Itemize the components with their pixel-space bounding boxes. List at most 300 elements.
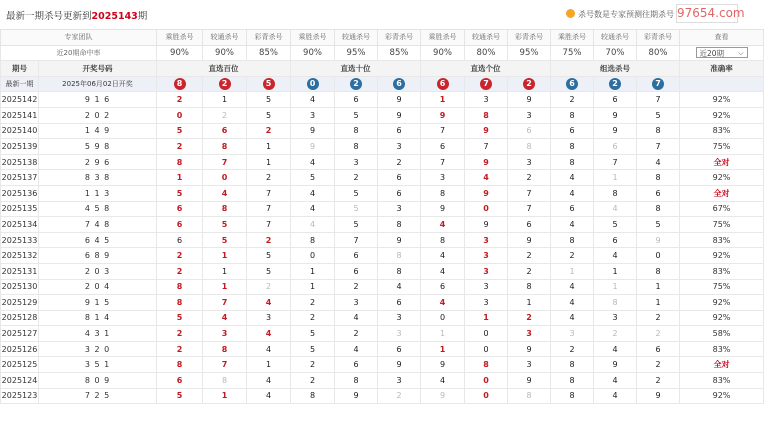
kill-number: 3 — [353, 297, 359, 307]
kill-cell — [203, 107, 247, 123]
kill-cell — [637, 310, 680, 326]
kill-number: 4 — [309, 157, 316, 167]
expert-row — [1, 30, 764, 46]
kill-number: 7 — [221, 297, 228, 307]
kill-number: 3 — [483, 266, 489, 276]
column-header-row — [1, 61, 764, 77]
kill-cell — [378, 139, 421, 155]
kill-number: 8 — [612, 188, 618, 198]
hit-rate: 95% — [508, 45, 551, 61]
kill-number: 4 — [396, 282, 402, 292]
kill-number: 2 — [265, 126, 272, 136]
kill-cell — [157, 326, 203, 342]
kill-number: 9 — [483, 219, 489, 229]
kill-cell — [551, 263, 594, 279]
kill-number: 5 — [176, 126, 183, 136]
accuracy-value: 92% — [680, 170, 764, 186]
kill-number: 5 — [353, 110, 359, 120]
top-bar — [0, 0, 745, 28]
kill-number: 6 — [176, 235, 183, 245]
kill-cell — [335, 217, 378, 233]
kill-cell — [594, 295, 637, 311]
kill-number: 2 — [221, 110, 228, 120]
kill-cell — [508, 248, 551, 264]
latest-accuracy — [680, 76, 764, 92]
draw-numbers: 4 5 8 — [39, 201, 157, 217]
kill-number: 2 — [526, 313, 532, 323]
kill-cell — [637, 357, 680, 373]
kill-number: 2 — [353, 282, 359, 292]
kill-ball: 2 — [219, 78, 231, 90]
kill-number: 9 — [483, 188, 489, 198]
kill-cell — [421, 170, 465, 186]
kill-cell — [378, 341, 421, 357]
accuracy-value: 67% — [680, 201, 764, 217]
kill-number: 8 — [569, 391, 575, 401]
kill-cell — [203, 310, 247, 326]
kill-cell — [247, 263, 291, 279]
kill-number: 3 — [612, 313, 618, 323]
kill-number: 4 — [309, 204, 316, 214]
issue-number: 2025126 — [1, 341, 39, 357]
accuracy-value: 75% — [680, 217, 764, 233]
kill-cell — [247, 279, 291, 295]
kill-number: 3 — [265, 313, 272, 323]
kill-cell — [637, 185, 680, 201]
kill-number: 3 — [396, 313, 402, 323]
kill-number: 9 — [309, 141, 316, 151]
kill-cell — [508, 170, 551, 186]
kill-cell — [247, 295, 291, 311]
kill-cell — [247, 341, 291, 357]
kill-ball: 8 — [174, 78, 186, 90]
kill-cell — [421, 310, 465, 326]
draw-numbers: 9 1 5 — [39, 295, 157, 311]
kill-number: 9 — [439, 204, 446, 214]
kill-number: 1 — [612, 173, 618, 183]
kill-number: 5 — [265, 110, 272, 120]
kill-ball: 7 — [652, 78, 664, 90]
kill-number: 1 — [221, 282, 228, 292]
history-row — [1, 310, 764, 326]
accuracy-value: 83% — [680, 341, 764, 357]
kill-cell — [335, 123, 378, 139]
draw-numbers: 8 0 9 — [39, 373, 157, 389]
kill-cell — [637, 279, 680, 295]
accuracy-value: 92% — [680, 107, 764, 123]
kill-cell — [335, 232, 378, 248]
column-header-issue: 期号 — [1, 61, 39, 77]
kill-cell — [508, 373, 551, 389]
kill-number: 2 — [612, 329, 618, 339]
kill-cell — [291, 139, 335, 155]
kill-cell — [335, 170, 378, 186]
latest-update-prefix: 最新一期杀号更新到 — [6, 11, 92, 22]
kill-cell — [378, 248, 421, 264]
kill-cell — [594, 279, 637, 295]
kill-number: 2 — [655, 375, 661, 385]
kill-cell — [465, 357, 508, 373]
kill-number: 8 — [396, 251, 402, 261]
kill-number: 1 — [221, 95, 228, 105]
kill-cell — [465, 154, 508, 170]
kill-cell — [335, 107, 378, 123]
kill-number: 2 — [526, 266, 532, 276]
kill-cell — [508, 201, 551, 217]
hit-rate-label: 近20期命中率 — [1, 45, 157, 61]
kill-number: 0 — [221, 173, 228, 183]
kill-cell — [508, 263, 551, 279]
kill-cell — [421, 341, 465, 357]
kill-number: 6 — [396, 126, 402, 136]
expert-name: 较通杀号 — [203, 30, 247, 46]
kill-number: 4 — [221, 313, 228, 323]
kill-cell — [594, 326, 637, 342]
kill-number: 6 — [439, 141, 446, 151]
issue-number: 2025138 — [1, 154, 39, 170]
kill-number: 6 — [353, 95, 359, 105]
history-row — [1, 123, 764, 139]
kill-number: 1 — [612, 266, 618, 276]
kill-cell — [421, 232, 465, 248]
kill-cell — [421, 295, 465, 311]
kill-number: 1 — [309, 282, 316, 292]
kill-cell — [378, 217, 421, 233]
issue-number: 2025139 — [1, 139, 39, 155]
kill-cell — [508, 232, 551, 248]
draw-numbers: 9 1 6 — [39, 92, 157, 108]
draw-numbers: 7 2 5 — [39, 388, 157, 404]
kill-number: 0 — [483, 391, 489, 401]
kill-cell — [203, 326, 247, 342]
history-row — [1, 373, 764, 389]
kill-number: 2 — [265, 235, 272, 245]
kill-cell — [508, 357, 551, 373]
kill-number: 4 — [569, 188, 575, 198]
kill-number: 2 — [569, 95, 575, 105]
kill-number: 4 — [569, 219, 575, 229]
kill-cell — [157, 248, 203, 264]
history-row — [1, 201, 764, 217]
kill-number: 4 — [309, 188, 316, 198]
kill-number: 7 — [265, 219, 272, 229]
kill-cell — [157, 295, 203, 311]
kill-number: 2 — [309, 313, 316, 323]
kill-number: 8 — [655, 126, 661, 136]
hit-rate: 70% — [594, 45, 637, 61]
kill-cell — [247, 185, 291, 201]
kill-number: 8 — [176, 157, 183, 167]
kill-number: 6 — [396, 173, 402, 183]
kill-cell — [465, 326, 508, 342]
expert-name: 较通杀号 — [335, 30, 378, 46]
kill-number: 0 — [483, 204, 489, 214]
kill-number: 6 — [526, 219, 532, 229]
column-header-group: 组选杀号 — [551, 61, 680, 77]
kill-number: 1 — [309, 266, 316, 276]
kill-cell — [291, 123, 335, 139]
kill-cell — [247, 170, 291, 186]
accuracy-value: 75% — [680, 279, 764, 295]
kill-number: 5 — [309, 173, 316, 183]
kill-cell — [421, 248, 465, 264]
kill-cell — [637, 326, 680, 342]
kill-cell — [465, 123, 508, 139]
kill-number: 9 — [655, 235, 661, 245]
kill-number: 7 — [612, 157, 618, 167]
kill-number: 4 — [439, 219, 446, 229]
kill-number: 8 — [569, 141, 575, 151]
kill-cell — [291, 201, 335, 217]
kill-cell — [335, 248, 378, 264]
accuracy-value: 92% — [680, 248, 764, 264]
history-row — [1, 154, 764, 170]
kill-cell — [465, 107, 508, 123]
kill-cell — [594, 217, 637, 233]
kill-cell — [465, 388, 508, 404]
kill-number: 2 — [655, 313, 661, 323]
kill-number: 2 — [176, 251, 183, 261]
kill-cell — [378, 295, 421, 311]
history-row — [1, 341, 764, 357]
kill-cell — [203, 279, 247, 295]
kill-cell — [508, 139, 551, 155]
kill-number: 2 — [526, 173, 532, 183]
kill-cell — [247, 326, 291, 342]
kill-number: 2 — [176, 95, 183, 105]
draw-numbers: 8 3 8 — [39, 170, 157, 186]
kill-number: 6 — [396, 297, 402, 307]
hit-rate: 80% — [465, 45, 508, 61]
issue-number: 2025123 — [1, 388, 39, 404]
kill-cell — [594, 357, 637, 373]
accuracy-value: 58% — [680, 326, 764, 342]
kill-cell — [203, 201, 247, 217]
kill-number: 9 — [439, 110, 446, 120]
kill-number: 8 — [309, 235, 316, 245]
kill-number: 8 — [221, 141, 228, 151]
kill-cell — [291, 92, 335, 108]
kill-number: 5 — [265, 95, 272, 105]
kill-cell — [335, 154, 378, 170]
kill-number: 3 — [483, 235, 489, 245]
kill-number: 4 — [309, 95, 316, 105]
expert-name: 较通杀号 — [594, 30, 637, 46]
kill-cell — [335, 373, 378, 389]
kill-number: 0 — [483, 344, 489, 354]
kill-cell — [157, 154, 203, 170]
kill-cell — [421, 92, 465, 108]
kill-cell — [157, 310, 203, 326]
kill-number: 7 — [265, 188, 272, 198]
kill-cell — [594, 139, 637, 155]
kill-cell — [465, 295, 508, 311]
kill-number: 8 — [353, 375, 359, 385]
kill-cell — [157, 357, 203, 373]
kill-cell — [551, 92, 594, 108]
expert-name: 乘胜杀号 — [421, 30, 465, 46]
kill-ball: 6 — [437, 78, 449, 90]
accuracy-value: 全对 — [680, 154, 764, 170]
kill-cell — [247, 232, 291, 248]
hit-rate: 80% — [637, 45, 680, 61]
kill-number: 2 — [655, 360, 661, 370]
kill-number: 4 — [439, 375, 446, 385]
issue-number: 2025140 — [1, 123, 39, 139]
kill-cell — [378, 232, 421, 248]
issue-number: 2025131 — [1, 263, 39, 279]
issue-number: 2025128 — [1, 310, 39, 326]
latest-ball-cell — [247, 76, 291, 92]
hit-rate: 85% — [378, 45, 421, 61]
kill-number: 4 — [353, 344, 359, 354]
kill-cell — [335, 279, 378, 295]
kill-cell — [465, 248, 508, 264]
kill-number-table — [0, 29, 764, 404]
kill-number: 4 — [612, 344, 618, 354]
kill-number: 9 — [309, 126, 316, 136]
accuracy-value: 92% — [680, 295, 764, 311]
chevron-down-icon: ⌵ — [738, 48, 744, 57]
kill-cell — [335, 92, 378, 108]
kill-number: 3 — [396, 375, 402, 385]
accuracy-value: 92% — [680, 92, 764, 108]
kill-number: 6 — [526, 126, 532, 136]
kill-cell — [508, 295, 551, 311]
kill-number: 9 — [439, 360, 446, 370]
kill-number: 5 — [221, 219, 228, 229]
kill-cell — [203, 388, 247, 404]
kill-number: 4 — [353, 313, 359, 323]
kill-cell — [594, 263, 637, 279]
kill-number: 8 — [569, 157, 575, 167]
history-row — [1, 279, 764, 295]
kill-number: 5 — [353, 219, 359, 229]
kill-number: 6 — [612, 141, 618, 151]
kill-number: 4 — [439, 266, 446, 276]
history-row — [1, 185, 764, 201]
draw-numbers: 6 4 5 — [39, 232, 157, 248]
column-header-accuracy: 准确率 — [680, 61, 764, 77]
kill-cell — [247, 201, 291, 217]
issue-number: 2025130 — [1, 279, 39, 295]
kill-ball: 6 — [393, 78, 405, 90]
kill-cell — [378, 201, 421, 217]
hit-rate: 75% — [551, 45, 594, 61]
kill-cell — [203, 341, 247, 357]
kill-cell — [157, 388, 203, 404]
expert-name: 彩青杀号 — [637, 30, 680, 46]
column-header-tens: 直选十位 — [291, 61, 421, 77]
kill-number: 5 — [655, 219, 661, 229]
kill-cell — [335, 201, 378, 217]
kill-cell — [637, 201, 680, 217]
kill-number: 6 — [176, 375, 183, 385]
kill-cell — [335, 388, 378, 404]
kill-cell — [291, 217, 335, 233]
kill-cell — [291, 295, 335, 311]
kill-number: 9 — [655, 391, 661, 401]
kill-cell — [465, 92, 508, 108]
kill-number: 7 — [221, 360, 228, 370]
draw-numbers: 4 3 1 — [39, 326, 157, 342]
kill-number: 4 — [655, 157, 661, 167]
kill-cell — [247, 217, 291, 233]
issue-number: 2025142 — [1, 92, 39, 108]
expert-name: 乘胜杀号 — [291, 30, 335, 46]
history-row — [1, 295, 764, 311]
history-row — [1, 357, 764, 373]
kill-number: 1 — [439, 95, 446, 105]
kill-number: 7 — [353, 235, 359, 245]
history-row — [1, 248, 764, 264]
kill-number: 8 — [439, 188, 446, 198]
kill-cell — [157, 185, 203, 201]
kill-number: 7 — [221, 157, 228, 167]
kill-number: 8 — [353, 126, 359, 136]
kill-number: 4 — [612, 375, 618, 385]
kill-cell — [508, 388, 551, 404]
kill-number: 8 — [655, 204, 661, 214]
column-header-units: 直选个位 — [421, 61, 551, 77]
kill-cell — [637, 170, 680, 186]
kill-number: 8 — [176, 282, 183, 292]
period-select-value: 近20期 — [699, 48, 725, 58]
kill-number: 8 — [221, 204, 228, 214]
kill-cell — [378, 388, 421, 404]
kill-cell — [637, 248, 680, 264]
kill-number: 8 — [396, 266, 402, 276]
kill-cell — [465, 170, 508, 186]
kill-cell — [594, 92, 637, 108]
kill-cell — [421, 123, 465, 139]
kill-cell — [203, 295, 247, 311]
kill-cell — [378, 357, 421, 373]
history-row — [1, 107, 764, 123]
kill-cell — [551, 170, 594, 186]
kill-number: 5 — [612, 219, 618, 229]
kill-number: 4 — [265, 344, 272, 354]
kill-number: 8 — [221, 375, 228, 385]
kill-number: 0 — [176, 110, 183, 120]
kill-cell — [421, 279, 465, 295]
issue-number: 2025136 — [1, 185, 39, 201]
kill-cell — [421, 185, 465, 201]
kill-number: 6 — [221, 126, 228, 136]
kill-cell — [637, 232, 680, 248]
kill-cell — [465, 263, 508, 279]
kill-number: 4 — [612, 251, 618, 261]
latest-ball-cell — [291, 76, 335, 92]
kill-number: 2 — [176, 141, 183, 151]
kill-cell — [508, 341, 551, 357]
draw-numbers: 5 9 8 — [39, 139, 157, 155]
kill-cell — [157, 217, 203, 233]
kill-cell — [508, 185, 551, 201]
kill-number: 6 — [353, 251, 359, 261]
period-select[interactable] — [696, 47, 748, 58]
period-select-cell — [680, 45, 764, 61]
hit-rate: 95% — [335, 45, 378, 61]
kill-cell — [421, 107, 465, 123]
kill-ball: 2 — [523, 78, 535, 90]
draw-numbers: 3 2 0 — [39, 341, 157, 357]
kill-number: 5 — [309, 329, 316, 339]
kill-cell — [508, 217, 551, 233]
kill-number: 6 — [396, 344, 402, 354]
kill-number: 6 — [396, 188, 402, 198]
accuracy-value: 83% — [680, 373, 764, 389]
